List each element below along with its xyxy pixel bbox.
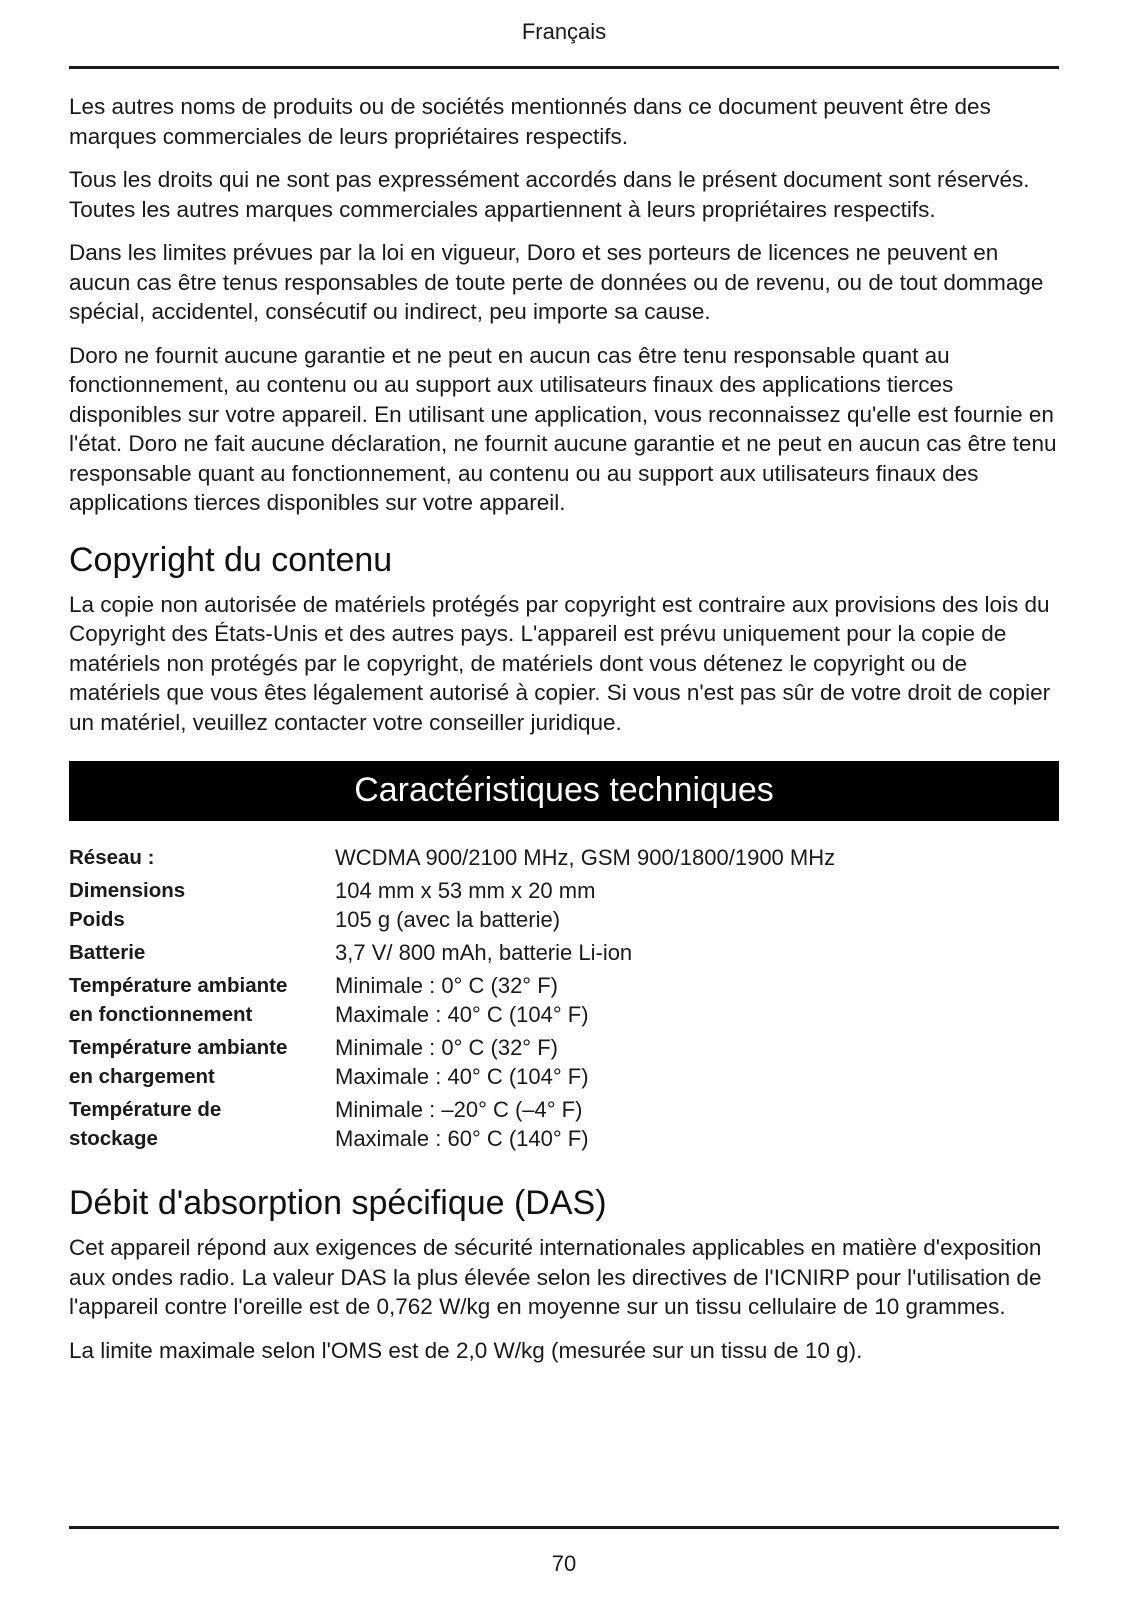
spec-label: Température ambiante bbox=[69, 974, 288, 997]
spec-label-continued: en fonctionnement bbox=[69, 1003, 253, 1026]
specs-table bbox=[69, 843, 1059, 1153]
spec-row-network bbox=[69, 843, 1059, 872]
footer-rule bbox=[69, 1526, 1059, 1529]
document-page bbox=[69, 0, 1059, 1600]
spec-row-dimensions bbox=[69, 876, 1059, 905]
das-paragraph-exposure: Cet appareil répond aux exigences de sécurité internationales applicables en matière d'exposition aux ondes radio. La valeur DAS la plus élevée selon les directives de l'ICNIRP pour l'utilisation de l'appareil contre l'oreille est de 0,762 W/kg en moyenne sur un tissu cellulaire de 10 grammes. bbox=[69, 1235, 1042, 1319]
spec-value-min: Minimale : –20° C (–4° F) bbox=[335, 1097, 583, 1122]
spec-label: Batterie bbox=[69, 941, 146, 964]
intro-paragraph-liability: Dans les limites prévues par la loi en vigueur, Doro et ses porteurs de licences ne peuvent en aucun cas être tenus responsables de toute perte de données ou de revenu, ou de tout dommage spécial, accidentel, consécutif ou indirect, peu importe sa cause. bbox=[69, 240, 1044, 324]
running-header-language: Français bbox=[521, 19, 607, 44]
spec-label: Dimensions bbox=[69, 879, 186, 902]
header-rule bbox=[69, 66, 1059, 69]
spec-label-continued: en chargement bbox=[69, 1065, 215, 1088]
spec-row-operating-temperature bbox=[69, 971, 1059, 1029]
spec-row-weight bbox=[69, 905, 1059, 934]
spec-value-max: Maximale : 60° C (140° F) bbox=[335, 1126, 589, 1151]
intro-paragraph-third-party: Doro ne fournit aucune garantie et ne peut en aucun cas être tenu responsable quant au fonctionnement, au contenu ou au support aux utilisateurs finaux des applications tierces disponibles sur votre appareil. En utilisant une application, vous reconnaissez qu'elle est fournie en l'état. Doro ne fait aucune déclaration, ne fournit aucune garantie et ne peut en aucun cas être tenu responsable quant au fonctionnement, au contenu ou au support aux utilisateurs finaux des applications tierces disponibles sur votre appareil. bbox=[69, 342, 1057, 515]
spec-row-battery bbox=[69, 938, 1059, 967]
spec-value-max: Maximale : 40° C (104° F) bbox=[335, 1002, 589, 1027]
spec-value-min: Minimale : 0° C (32° F) bbox=[335, 1035, 558, 1060]
spec-label: Température de bbox=[69, 1098, 222, 1121]
spec-label: Poids bbox=[69, 908, 125, 931]
page-content bbox=[69, 92, 1059, 1379]
spec-value: 104 mm x 53 mm x 20 mm bbox=[335, 878, 596, 903]
spec-value: 3,7 V/ 800 mAh, batterie Li-ion bbox=[335, 940, 633, 965]
spec-label: Réseau : bbox=[69, 846, 155, 869]
das-paragraph-limit: La limite maximale selon l'OMS est de 2,0 W/kg (mesurée sur un tissu de 10 g). bbox=[69, 1337, 863, 1363]
page-number: 70 bbox=[551, 1551, 577, 1576]
spec-label: Température ambiante bbox=[69, 1036, 288, 1059]
intro-paragraph-trademarks: Les autres noms de produits ou de sociétés mentionnés dans ce document peuvent être des marques commerciales de leurs propriétaires respectifs. bbox=[69, 94, 991, 149]
spec-label-continued: stockage bbox=[69, 1127, 158, 1150]
intro-paragraph-rights: Tous les droits qui ne sont pas expressément accordés dans le présent document sont réservés. Toutes les autres marques commerciales appartiennent à leurs propriétaires respectifs. bbox=[69, 167, 1030, 222]
spec-row-charging-temperature bbox=[69, 1033, 1059, 1091]
spec-value-max: Maximale : 40° C (104° F) bbox=[335, 1064, 589, 1089]
spec-value: 105 g (avec la batterie) bbox=[335, 907, 561, 932]
specs-banner-heading: Caractéristiques techniques bbox=[69, 761, 1059, 821]
copyright-heading: Copyright du contenu bbox=[69, 540, 393, 579]
spec-row-storage-temperature bbox=[69, 1095, 1059, 1153]
das-heading: Débit d'absorption spécifique (DAS) bbox=[69, 1184, 607, 1222]
copyright-paragraph: La copie non autorisée de matériels protégés par copyright est contraire aux provisions des lois du Copyright des États-Unis et des autres pays. L'appareil est prévu uniquement pour la copie de matériels non protégés par le copyright, de matériels dont vous détenez le copyright ou de matériels que vous êtes légalement autorisé à copier. Si vous n'est pas sûr de votre droit de copier un matériel, veuillez contacter votre conseiller juridique. bbox=[69, 591, 1051, 735]
spec-value-min: Minimale : 0° C (32° F) bbox=[335, 973, 558, 998]
spec-value: WCDMA 900/2100 MHz, GSM 900/1800/1900 MHz bbox=[335, 845, 836, 870]
